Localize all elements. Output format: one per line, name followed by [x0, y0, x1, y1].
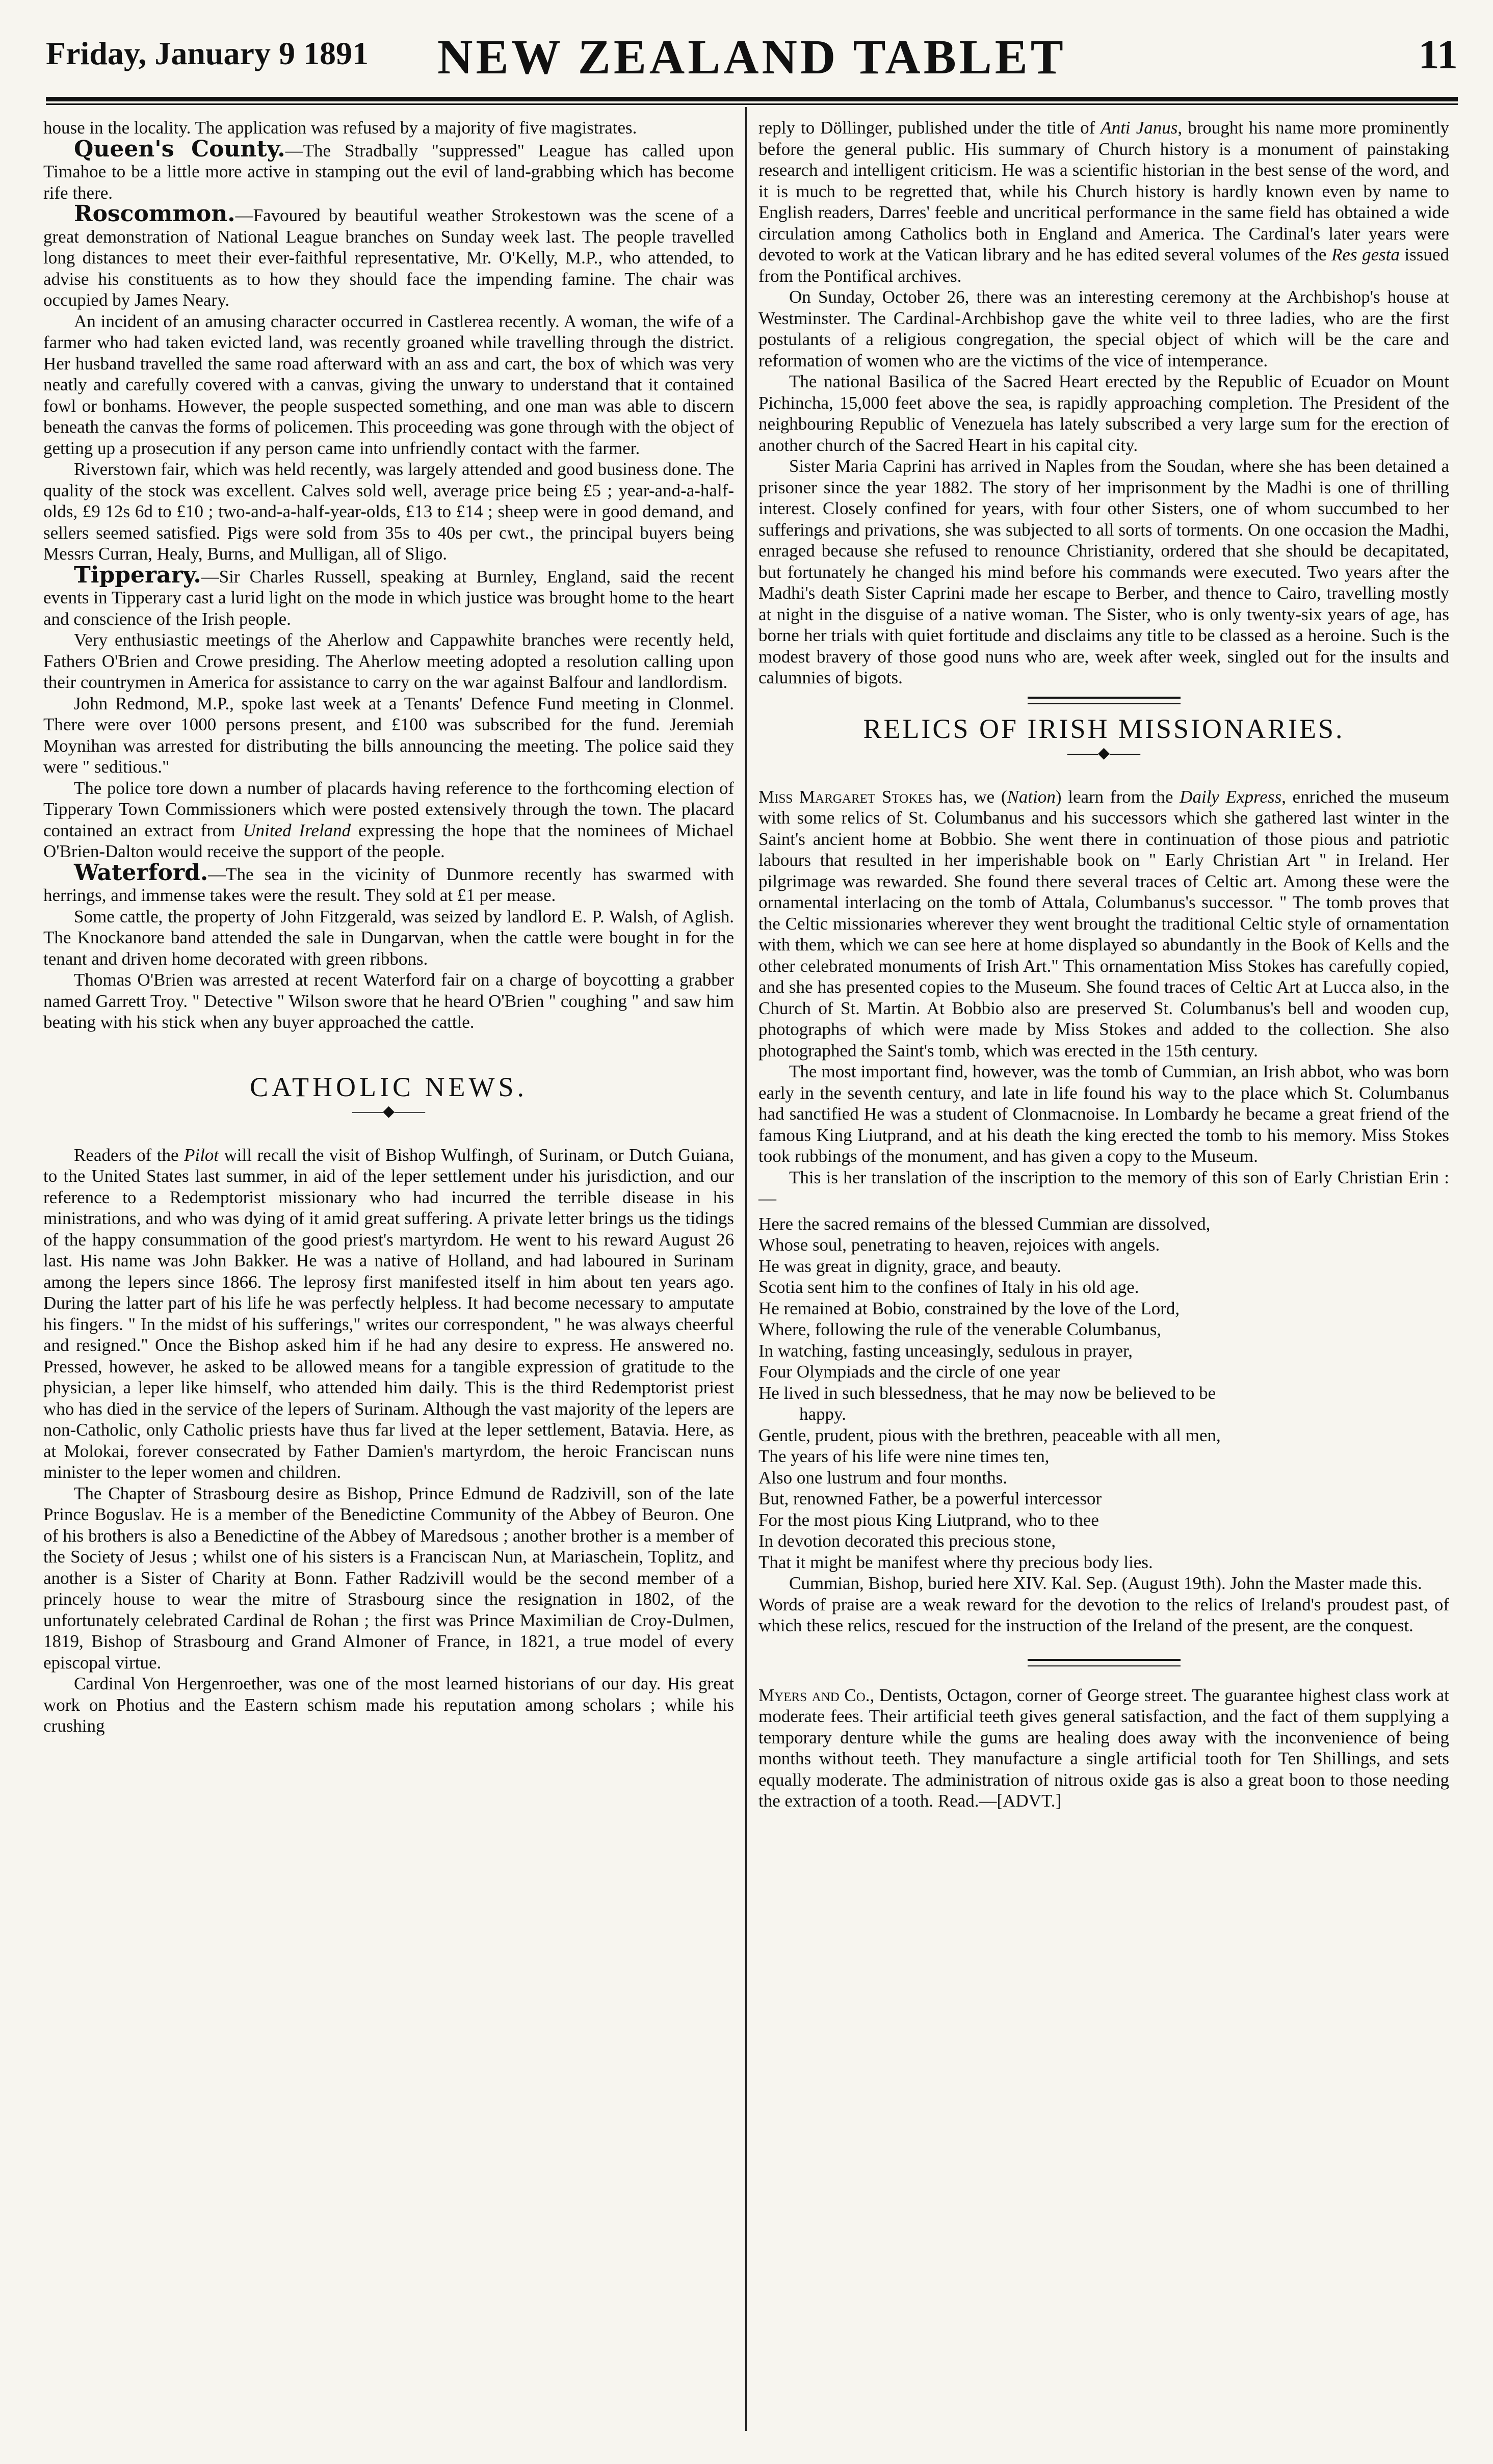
sister-caprini-paragraph: Sister Maria Caprini has arrived in Naples from the Soudan, where she has been detained a prisoner since the year 1882. The story of her imprisonment by the Madhi is one of thrilling interest. Closely confined for years, with four other Sisters, one of whom succumbed to her sufferings and privations, she was subjected to all sorts of torments. On one occasion the Madhi, enraged because she refused to renounce Christianity, ordered that she should be decapitated, but fortunately he changed his mind before his commands were executed. Two years after the Madhi's death Sister Caprini made her escape to Berber, and thence to Cairo, travelling mostly at night in the disguise of a native woman. The Sister, who is only twenty-six years of age, has borne her trials with quiet fortitude and disclaims any title to be classed as a heroine. Such is the modest bravery of those good nuns who are, week after week, singled out for the insults and calumnies of bigots.	[758, 456, 1449, 687]
waterford-paragraph-3: Thomas O'Brien was arrested at recent Waterford fair on a charge of boycotting a grabber named Garrett Troy. " Detective " Wilson swore that he heard O'Brien " coughing " and saw him beating with his stick when any buyer approached the cattle.	[43, 970, 734, 1032]
county-heading: Queen's County.	[74, 136, 285, 162]
catholic-news-paragraph-1	[43, 1145, 734, 1483]
county-heading: Tipperary.	[74, 562, 201, 588]
advert-text: , Dentists, Octagon, corner of George street. The guarantee highest class work at moderate fees. Their artificial teeth gives general satisfaction, and the fact of them supplying a temporary denture while the gums are healing does away with the inconvenience of being months without teeth. They manufacture a single artificial tooth for Ten Shillings, and sets equally moderate. The administration of nitrous oxide gas is also a great boon to those needing the extraction of a tooth. Read.—[ADVT.]	[758, 1685, 1449, 1811]
poem-line: He was great in dignity, grace, and beauty.	[758, 1256, 1062, 1276]
newspaper-name: United Ireland	[243, 820, 351, 840]
intro-paragraph: house in the locality. The application was refused by a majority of five magistrates.	[43, 118, 637, 138]
relics-paragraph-5: Words of praise are a weak reward for the devotion to the relics of Ireland's proudest past, of which these relics, rescued for the instruction of the Ireland of the present, are the conquest.	[758, 1594, 1449, 1635]
tipperary-paragraph-2: Very enthusiastic meetings of the Aherlow and Cappawhite branches were recently held, Fathers O'Brien and Crowe presiding. The Aherlow meeting adopted a resolution calling upon their countrymen in America for assistance to carry on the war against Balfour and landlordism.	[43, 630, 734, 692]
lead-name: Miss Margaret Stokes	[758, 786, 933, 807]
text-run: Readers of the	[74, 1145, 185, 1165]
right-column	[758, 117, 1449, 1812]
newspaper-name: Daily Express	[1180, 786, 1282, 807]
text-run: ) learn from the	[1055, 786, 1180, 807]
text-run: The police tore down a number of placards having reference to the forthcoming election of Tipperary Town Commissioners which were posted extensively through the town. The placard contained an extract from	[43, 778, 734, 840]
newspaper-title: NEW ZEALAND TABLET	[437, 30, 1066, 84]
poem-line: The years of his life were nine times ten,	[758, 1446, 1050, 1466]
masthead-rule	[46, 97, 1458, 105]
queens-county-paragraph	[43, 136, 734, 204]
dentist-advertisement	[758, 1685, 1449, 1812]
county-text: —The sea in the vicinity of Dunmore recently has swarmed with herrings, and immense takes were the result. They sold at £1 per mease.	[43, 864, 734, 905]
poem-line: He lived in such blessedness, that he may now be believed to be	[758, 1383, 1216, 1403]
ecuador-paragraph: The national Basilica of the Sacred Heart erected by the Republic of Ecuador on Mount Pichincha, 15,000 feet above the sea, is rapidly approaching completion. The President of the neighbouring Republic of Venezuela has lately subscribed a very large sum for the erection of another church of the Sacred Heart in his capital city.	[758, 372, 1449, 455]
ornament-flourish: ——◆——	[352, 1103, 426, 1120]
text-run: will recall the visit of Bishop Wulfingh, of Surinam, or Dutch Guiana, to the United States last summer, in aid of the leper settlement under his jurisdiction, and our reference to a Redemptorist missionary who had incurred the terrible disease in his ministrations, and who was dying of it amid great suffering. A private letter brings us the tidings of the happy consummation of the good priest's martyrdom. He went to his reward August 26 last. His name was John Bakker. He was a native of Holland, and had laboured in Surinam among the lepers since 1866. The leprosy first manifested itself in him about ten years ago. During the latter part of his life he was perfectly helpless. It had become necessary to amputate his fingers. " In the midst of his sufferings," writes our correspondent, " he was always cheerful and resigned." Once the Bishop asked him if he had any desire to express. He answered no. Pressed, however, he asked to be allowed means for a tangible expression of gratitude to the physician, a leper like himself, who attended him daily. This is the third Redemptorist priest who has died in the service of the lepers of Surinam. Although the vast majority of the lepers are non-Catholic, only Catholic priests have thus far lived at the leper settlement, Batavia. Here, as at Molokai, forever consecrated by Father Damien's martyrdom, the heroic Franciscan nuns minister to the leper women and children.	[43, 1145, 734, 1482]
roscommon-paragraph	[43, 203, 734, 311]
catholic-news-paragraph-2: The Chapter of Strasbourg desire as Bishop, Prince Edmund de Radzivill, son of the late Prince Boguslav. He is a member of the Benedictine Community of the Abbey of Beuron. One of his brothers is also a Benedictine of the Abbey of Maredsous ; another brother is a member of the Society of Jesus ; whilst one of his sisters is a Franciscan Nun, at Mariaschein, Toplitz, and another is a Sister of Charity at Bonn. Father Radzivill would be the second member of a princely house to wear the mitre of Strasbourg since the resignation in 1802, of the unfortunately celebrated Cardinal de Rohan ; the first was Prince Maximilian de Croy-Dulmen, 1819, Bishop of Strasbourg and Grand Almoner of France, in 1821, a true model of every episcopal virtue.	[43, 1483, 734, 1673]
relics-paragraph-1	[758, 786, 1449, 1062]
inscription-poem	[758, 1213, 1449, 1573]
poem-line: That it might be manifest where thy precious body lies.	[758, 1552, 1153, 1572]
roscommon-paragraph-2: An incident of an amusing character occurred in Castlerea recently. A woman, the wife of a farmer who had taken evicted land, was recently groaned while travelling through the district. Her husband travelled the same road afterward with an ass and cart, the box of which was very neatly and carefully covered with a canvas, giving the unwary to understand that it contained fowl or bonhams. However, the people suspected something, and one man was able to discern beneath the canvas the forms of policemen. This proceeding was gone through with the object of getting up a prosecution if any person came into unfriendly contact with the farmer.	[43, 311, 734, 458]
masthead	[46, 20, 1458, 92]
text-run: , brought his name more prominently before the general public. His summary of Church history is a monument of painstaking research and intelligent criticism. He was a scientific historian in the best sense of the word, and it is much to be regretted that, while his Church history is hardly known even by name to English readers, Darres' feeble and uncritical performance in the same field has obtained a wide circulation among Catholics both in England and America. The Cardinal's later years were devoted to work at the Vatican library and he has edited several volumes of the	[758, 118, 1450, 264]
left-column	[43, 117, 734, 1737]
poem-line: In devotion decorated this precious stone,	[758, 1531, 1056, 1551]
section-rule	[1028, 1659, 1181, 1666]
dateline: Friday, January 9 1891	[46, 35, 369, 71]
poem-line: Gentle, prudent, pious with the brethren, peaceable with all men,	[758, 1425, 1221, 1445]
section-heading-relics: RELICS OF IRISH MISSIONARIES.	[863, 713, 1345, 744]
poem-line: He remained at Bobio, constrained by the love of the Lord,	[758, 1298, 1180, 1318]
continued-paragraph	[758, 117, 1449, 286]
county-heading: Waterford.	[74, 859, 208, 886]
poem-line: Whose soul, penetrating to heaven, rejoices with angels.	[758, 1235, 1160, 1255]
text-run: has, we (	[932, 786, 1007, 807]
tipperary-paragraph-4	[43, 778, 734, 862]
text-run: , enriched the museum with some relics of St. Columbanus and his successors which she gathered last winter in the Saint's ancient home at Bobbio. She went there in continuation of those pious and patriotic labours that resulted in her imperishable book on " Early Christian Art " in Ireland. Her pilgrimage was rewarded. She found there several traces of Celtic art. Among these were the ornamental interlacing on the tomb of Attala, Columbanus's successor. " The tomb proves that the Celtic missionaries wherever they went brought the traditional Celtic style of ornamentation with them, which we can see here at home displayed so abundantly in the Book of Kells and the other celebrated monuments of Irish Art." This ornamentation Miss Stokes has carefully copied, and she has presented copies to the Museum. She found traces of Celtic Art at Lucca also, in the Church of St. Martin. At Bobbio also are preserved St. Columbanus's bell and wooden cup, photographs of which were made by Miss Stokes and added to the collection. She also photographed the Saint's tomb, which was erected in the 15th century.	[758, 786, 1449, 1061]
county-heading: Roscommon.	[74, 201, 235, 227]
book-title: Res gesta	[1331, 245, 1400, 264]
advertiser-name: Myers and Co.	[758, 1685, 870, 1705]
advert-paragraph	[758, 1685, 1449, 1812]
relics-paragraph-3: This is her translation of the inscription to the memory of this son of Early Christian Erin :—	[758, 1167, 1449, 1208]
tipperary-paragraph-3: John Redmond, M.P., spoke last week at a Tenants' Defence Fund meeting in Clonmel. There were over 1000 persons present, and £100 was subscribed for the fund. Jeremiah Moynihan was arrested for distributing the bills announcing the meeting. The police said they were " seditious."	[43, 693, 734, 777]
poem-line: In watching, fasting unceasingly, sedulous in prayer,	[758, 1340, 1133, 1361]
poem-line: Also one lustrum and four months.	[758, 1467, 1008, 1488]
newspaper-name: Pilot	[184, 1145, 219, 1165]
county-text: —Sir Charles Russell, speaking at Burnley, England, said the recent events in Tipperary cast a lurid light on the mode in which justice was brought home to the heart and conscience of the Irish people.	[43, 566, 734, 629]
book-title: Anti Janus	[1101, 118, 1178, 138]
roscommon-paragraph-3: Riverstown fair, which was held recently, was largely attended and good business done. The quality of the stock was excellent. Calves sold well, average price being £5 ; year-and-a-half-olds, £9 12s 6d to £10 ; two-and-a-half-year-olds, £13 to £14 ; sheep were in good demand, and sellers seemed satisfied. Pigs were sold from 35s to 40s per cwt., the principal buyers being Messrs Curran, Healy, Burns, and Mulligan, all of Sligo.	[43, 459, 734, 564]
waterford-paragraph-2: Some cattle, the property of John Fitzgerald, was seized by landlord E. P. Walsh, of Aglish. The Knockanore band attended the sale in Dungarvan, when the cattle were bought in for the tenant and driven home decorated with green ribbons.	[43, 906, 734, 969]
section-heading-catholic-news: CATHOLIC NEWS.	[250, 1071, 528, 1102]
poem-line: Where, following the rule of the venerable Columbanus,	[758, 1319, 1162, 1339]
page-number: 11	[1418, 31, 1458, 77]
poem-line: Four Olympiads and the circle of one year	[758, 1362, 1060, 1382]
catholic-news-paragraph-3: Cardinal Von Hergenroether, was one of the most learned historians of our day. His great work on Photius and the Eastern schism made his reputation among scholars ; while his crushing	[43, 1674, 734, 1736]
text-run: reply to Döllinger, published under the title of	[758, 118, 1101, 138]
westminster-paragraph: On Sunday, October 26, there was an interesting ceremony at the Archbishop's house at Westminster. The Cardinal-Archbishop gave the white veil to three ladies, who are the first postulants of a religious congregation, the special object of which will be the care and reformation of women who are the victims of the vice of intemperance.	[758, 287, 1449, 370]
county-text: —The Stradbally "suppressed" League has called upon Timahoe to be a little more active in stamping out the evil of land-grabbing which has become rife there.	[43, 140, 734, 203]
poem-line: But, renowned Father, be a powerful intercessor	[758, 1489, 1102, 1508]
tipperary-paragraph	[43, 562, 734, 630]
column-divider	[745, 107, 747, 2431]
newspaper-name: Nation	[1007, 786, 1056, 807]
waterford-paragraph	[43, 859, 734, 906]
county-text: —Favoured by beautiful weather Strokestown was the scene of a great demonstration of National League branches on Sunday week last. The people travelled long distances to meet their ever-faithful representative, Mr. O'Kelly, M.P., who attended, to advise his constituents as to how they should face the impending famine. The chair was occupied by James Neary.	[43, 205, 734, 310]
text-run: issued from the Pontifical archives.	[758, 245, 1449, 286]
poem-line: Here the sacred remains of the blessed Cummian are dissolved,	[758, 1213, 1211, 1234]
relics-paragraph-4: Cummian, Bishop, buried here XIV. Kal. Sep. (August 19th). John the Master made this.	[789, 1573, 1422, 1593]
poem-line: Scotia sent him to the confines of Italy in his old age.	[758, 1277, 1139, 1297]
poem-line: happy.	[799, 1404, 847, 1424]
text-run: expressing the hope that the nominees of Michael O'Brien-Dalton would receive the support of the people.	[43, 820, 734, 861]
relics-paragraph-2: The most important find, however, was the tomb of Cummian, an Irish abbot, who was born early in the seventh century, and late in life found his way to the place which St. Columbanus had sanctified He was a student of Clonmacnoise. In Lombardy he became a great friend of the famous King Liutprand, and at his death the king erected the tomb to his memory. Miss Stokes took rubbings of the monument, and has given a copy to the Museum.	[758, 1062, 1449, 1166]
section-rule	[1028, 697, 1181, 704]
ornament-flourish: ——◆——	[1067, 745, 1141, 761]
poem-line: For the most pious King Liutprand, who to thee	[758, 1509, 1099, 1530]
